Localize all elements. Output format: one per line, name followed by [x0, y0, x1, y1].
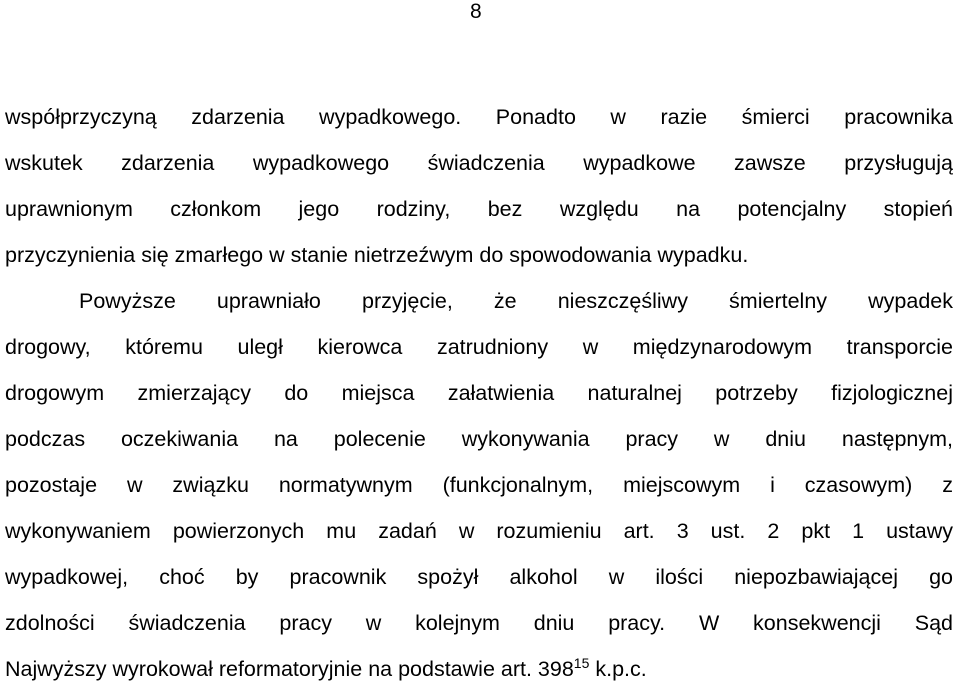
text-line: uprawnionym członkom jego rodziny, bez względu na potencjalny stopień	[5, 197, 953, 221]
text-line-final	[5, 646, 953, 692]
text-line: pozostaje w związku normatywnym (funkcjonalnym, miejscowym i czasowym) z	[5, 473, 953, 497]
article-superscript: 15	[573, 655, 590, 671]
final-line-text: Najwyższy wyrokował reformatoryjnie na podstawie art. 398	[5, 657, 574, 681]
text-line: wykonywaniem powierzonych mu zadań w rozumieniu art. 3 ust. 2 pkt 1 ustawy	[5, 519, 953, 543]
text-line: wypadkowej, choć by pracownik spożył alkohol w ilości niepozbawiającej go	[5, 565, 953, 589]
paragraph-2	[5, 278, 953, 692]
text-line: drogowy, któremu uległ kierowca zatrudniony w międzynarodowym transporcie	[5, 335, 953, 359]
final-line-suffix: k.p.c.	[589, 657, 647, 681]
text-line: wskutek zdarzenia wypadkowego świadczenia wypadkowe zawsze przysługują	[5, 151, 953, 175]
text-line: zdolności świadczenia pracy w kolejnym dniu pracy. W konsekwencji Sąd	[5, 611, 953, 635]
text-line: współprzyczyną zdarzenia wypadkowego. Ponadto w razie śmierci pracownika	[5, 105, 953, 129]
text-line: Powyższe uprawniało przyjęcie, że nieszczęśliwy śmiertelny wypadek	[79, 289, 953, 313]
text-line: podczas oczekiwania na polecenie wykonywania pracy w dniu następnym,	[5, 427, 953, 451]
page-number: 8	[470, 0, 482, 23]
paragraph-1	[5, 94, 953, 278]
text-line: drogowym zmierzający do miejsca załatwienia naturalnej potrzeby fizjologicznej	[5, 381, 953, 405]
text-line: przyczynienia się zmarłego w stanie nietrzeźwym do spowodowania wypadku.	[5, 243, 749, 267]
